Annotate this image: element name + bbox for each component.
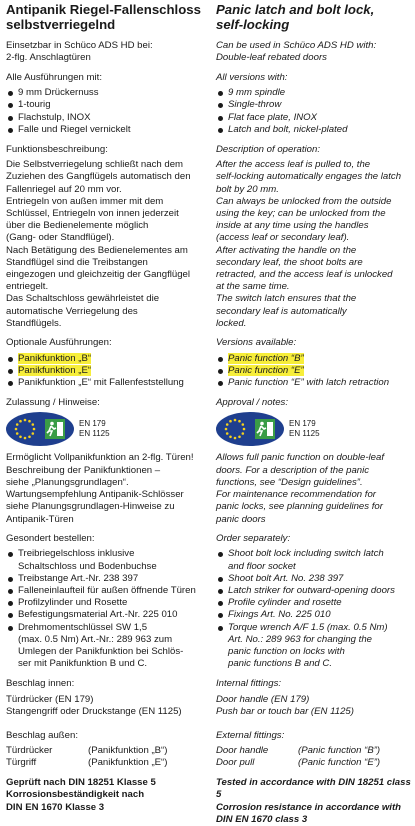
footer-line: Tested in accordance with DIN 18251 class 5	[216, 777, 411, 801]
text-line: After the access leaf is pulled to, the	[216, 159, 371, 171]
text-line: For maintenance recommendation for	[216, 489, 376, 501]
list-item	[6, 548, 202, 572]
intro-line: Double-leaf rebated doors	[216, 52, 327, 64]
standard-code: EN 1125	[289, 429, 320, 439]
text-line: Beschreibung der Panikfunktionen –	[6, 464, 161, 476]
text-line: panic function on locks with	[228, 646, 345, 658]
text-line: panic doors	[216, 513, 266, 525]
function-text-en	[216, 159, 412, 330]
footer-line: Corrosion resistance in accordance with	[216, 801, 402, 813]
text-line: Umlegen der Panikfunktion bei Schlös-	[18, 646, 184, 658]
outer-heading-de: Beschlag außen:	[6, 730, 78, 742]
fitting-row	[216, 757, 412, 769]
text-line: bolt by 20 mm.	[216, 183, 279, 195]
text-line: eingezogen und gleichzeitig der Gangflügel	[6, 268, 191, 280]
order-heading-en: Order separately:	[216, 533, 291, 545]
text-line: Torque wrench A/F 1.5 (max. 0.5 Nm)	[228, 621, 388, 633]
variants-heading-en: All versions with:	[216, 71, 288, 83]
list-item: 1-tourig	[6, 99, 202, 111]
approval-text-de	[6, 452, 202, 525]
text-line: Ermöglicht Vollpanikfunktion an 2-flg. Türen!	[6, 452, 194, 464]
text-line: doors. For a description of the panic	[216, 464, 370, 476]
footer-line: Korrosionsbeständigkeit nach	[6, 789, 145, 801]
list-item	[6, 353, 202, 365]
text-line: automatische Verriegelung des	[6, 305, 138, 317]
approval-badge-de	[6, 412, 202, 446]
list-item	[216, 622, 412, 671]
footer-en	[216, 777, 412, 826]
footer-line: DIN EN 1670 class 3	[216, 813, 308, 825]
inner-list-en	[216, 694, 412, 718]
footer-de	[6, 777, 202, 814]
highlighted-text: Panic function “E”	[228, 364, 304, 376]
text-line: secondary leaf, the shoot bolts are	[216, 256, 363, 268]
text-line: Drehmomentschlüssel SW 1,5	[18, 621, 148, 633]
text-line: Can always be unlocked from the outside	[216, 195, 392, 207]
list-item	[6, 365, 202, 377]
text-line: After activating the handle on the	[216, 244, 357, 256]
text-line: Standflügel sind die Treibstangen	[6, 256, 148, 268]
text-line: Treibriegelschloss inklusive	[18, 548, 135, 560]
list-item: Fixings Art. No. 225 010	[216, 609, 412, 621]
fitting-function: (Panikfunktion „B“)	[88, 745, 168, 757]
text-line: (Gang- oder Standflügel).	[6, 232, 115, 244]
highlighted-text: Panikfunktion „B“	[18, 352, 92, 364]
variants-heading-de: Alle Ausführungen mit:	[6, 71, 102, 83]
text-line: using the key; can be unlocked from the	[216, 207, 386, 219]
order-list-en	[216, 548, 412, 670]
text-line: Door handle (EN 179)	[216, 693, 310, 705]
text-line: Push bar or touch bar (EN 1125)	[216, 705, 354, 717]
text-line: (access leaf or secondary leaf).	[216, 232, 350, 244]
text-line: Shoot bolt lock including switch latch	[228, 548, 384, 560]
german-column	[6, 0, 202, 814]
list-item: Befestigungsmaterial Art.-Nr. 225 010	[6, 609, 202, 621]
list-item: Flachstulp, INOX	[6, 112, 202, 124]
list-item: Profilzylinder und Rosette	[6, 597, 202, 609]
text-line: Entriegeln von außen immer mit dem	[6, 195, 164, 207]
list-item: Panic function “E” with latch retraction	[216, 377, 412, 389]
approval-heading-de: Zulassung / Hinweise:	[6, 397, 100, 409]
title-line: self-locking	[216, 17, 290, 32]
title-line: Panic latch and bolt lock,	[216, 2, 375, 17]
text-line: Fallenriegel auf 20 mm vor.	[6, 183, 122, 195]
order-heading-de: Gesondert bestellen:	[6, 533, 95, 545]
list-item: 9 mm Drückernuss	[6, 87, 202, 99]
approval-heading-en: Approval / notes:	[216, 397, 288, 409]
title-line: Antipanik Riegel-Fallenschloss	[6, 2, 201, 17]
text-line: entriegelt.	[6, 281, 49, 293]
text-line: Art. No.: 289 963 for changing the	[228, 633, 372, 645]
fitting-row	[6, 757, 202, 769]
inner-heading-de: Beschlag innen:	[6, 678, 75, 690]
text-line: Die Selbstverriegelung schließt nach dem	[6, 159, 184, 171]
standard-codes-en	[289, 419, 320, 439]
eu-stars-icon	[13, 417, 37, 441]
inner-heading-en: Internal fittings:	[216, 678, 282, 690]
standard-code: EN 179	[79, 419, 106, 429]
text-line: retracted, and the access leaf is unlocked	[216, 268, 393, 280]
text-line: (max. 0.5 Nm) Art.-Nr.: 289 963 zum	[18, 633, 173, 645]
text-line: at the same time.	[216, 281, 290, 293]
text-line: siehe Planungsgrundlagen-Hinweise zu	[6, 501, 175, 513]
standard-code: EN 1125	[79, 429, 110, 439]
list-item	[216, 548, 412, 572]
title-de	[6, 2, 202, 32]
approval-text-en	[216, 452, 412, 525]
footer-line: DIN EN 1670 Klasse 3	[6, 801, 105, 813]
text-line: Zuziehen des Gangflügels automatisch den	[6, 171, 191, 183]
emergency-exit-icon	[255, 419, 275, 439]
footer-line: Geprüft nach DIN 18251 Klasse 5	[6, 777, 156, 789]
list-item: Falleneinlaufteil für außen öffnende Türen	[6, 585, 202, 597]
list-item: Latch and bolt, nickel-plated	[216, 124, 412, 136]
optional-list-en	[216, 353, 412, 390]
fitting-function: (Panic function “B”)	[298, 745, 381, 757]
eu-stars-icon	[223, 417, 247, 441]
text-line: Das Schaltschloss gewährleistet die	[6, 293, 160, 305]
text-line: Standflügels.	[6, 317, 62, 329]
text-line: and floor socket	[228, 560, 296, 572]
text-line: Allows full panic function on double-leaf	[216, 452, 384, 464]
function-heading-en: Description of operation:	[216, 143, 320, 155]
text-line: Stangengriff oder Druckstange (EN 1125)	[6, 705, 182, 717]
approval-badge-en	[216, 412, 412, 446]
title-en	[216, 2, 412, 32]
standard-code: EN 179	[289, 419, 316, 429]
text-line: inside at any time using the handles	[216, 220, 369, 232]
fitting-name: Door pull	[216, 757, 255, 769]
certification-badge	[216, 412, 284, 446]
title-line: selbstverriegelnd	[6, 17, 116, 32]
emergency-exit-icon	[45, 419, 65, 439]
intro-line: Einsetzbar in Schüco ADS HD bei:	[6, 40, 153, 51]
outer-heading-en: External fittings:	[216, 730, 285, 742]
text-line: Türdrücker (EN 179)	[6, 693, 94, 705]
text-line: Nach Betätigung des Bedienelementes am	[6, 244, 188, 256]
text-line: functions, see “Design guidelines”.	[216, 476, 363, 488]
fitting-name: Türgriff	[6, 757, 37, 769]
text-line: Schaltschloss und Bodenbuchse	[18, 560, 157, 572]
text-line: ser mit Panikfunktion B und C.	[18, 658, 148, 670]
list-item: Treibstange Art.-Nr. 238 397	[6, 573, 202, 585]
outer-list-en	[216, 745, 412, 769]
standard-codes-de	[79, 419, 110, 439]
fitting-function: (Panic function “E”)	[298, 757, 381, 769]
text-line: Wartungsempfehlung Antipanik-Schlösser	[6, 489, 184, 501]
list-item: Shoot bolt Art. No. 238 397	[216, 573, 412, 585]
optional-list-de	[6, 353, 202, 390]
function-text-de	[6, 159, 202, 330]
text-line: Schlüssel, Entriegeln von innen jederzeit	[6, 207, 179, 219]
optional-heading-en: Versions available:	[216, 337, 297, 349]
list-item: Panikfunktion „E“ mit Fallenfeststellung	[6, 377, 202, 389]
text-line: panic functions B and C.	[228, 658, 332, 670]
list-item: Profile cylinder and rosette	[216, 597, 412, 609]
variants-list-de	[6, 87, 202, 136]
inner-list-de	[6, 694, 202, 718]
fitting-function: (Panikfunktion „E“)	[88, 757, 168, 769]
list-item: Single-throw	[216, 99, 412, 111]
text-line: Antipanik-Türen	[6, 513, 74, 525]
text-line: siehe „Planungsgrundlagen“.	[6, 476, 129, 488]
text-line: panic locks, see planning guidelines for	[216, 501, 383, 513]
list-item: Latch striker for outward-opening doors	[216, 585, 412, 597]
fitting-row	[6, 745, 202, 757]
text-line: The switch latch ensures that the	[216, 293, 357, 305]
list-item: 9 mm spindle	[216, 87, 412, 99]
intro-de	[6, 40, 202, 64]
fitting-name: Türdrücker	[6, 745, 53, 757]
intro-line: Can be used in Schüco ADS HD with:	[216, 40, 377, 51]
fitting-name: Door handle	[216, 745, 269, 757]
order-list-de	[6, 548, 202, 670]
text-line: locked.	[216, 317, 247, 329]
list-item	[216, 365, 412, 377]
intro-en	[216, 40, 412, 64]
text-line: über die Bedienelemente möglich	[6, 220, 149, 232]
list-item	[6, 622, 202, 671]
list-item	[216, 353, 412, 365]
text-line: self-locking automatically engages the latch	[216, 171, 402, 183]
optional-heading-de: Optionale Ausführungen:	[6, 337, 112, 349]
list-item: Flat face plate, INOX	[216, 112, 412, 124]
certification-badge	[6, 412, 74, 446]
fitting-row	[216, 745, 412, 757]
highlighted-text: Panic function “B”	[228, 352, 304, 364]
function-heading-de: Funktionsbeschreibung:	[6, 143, 108, 155]
variants-list-en	[216, 87, 412, 136]
list-item: Falle und Riegel vernickelt	[6, 124, 202, 136]
intro-line: 2-flg. Anschlagtüren	[6, 52, 91, 64]
outer-list-de	[6, 745, 202, 769]
english-column	[216, 0, 412, 826]
text-line: secondary leaf is automatically	[216, 305, 347, 317]
highlighted-text: Panikfunktion „E“	[18, 364, 92, 376]
